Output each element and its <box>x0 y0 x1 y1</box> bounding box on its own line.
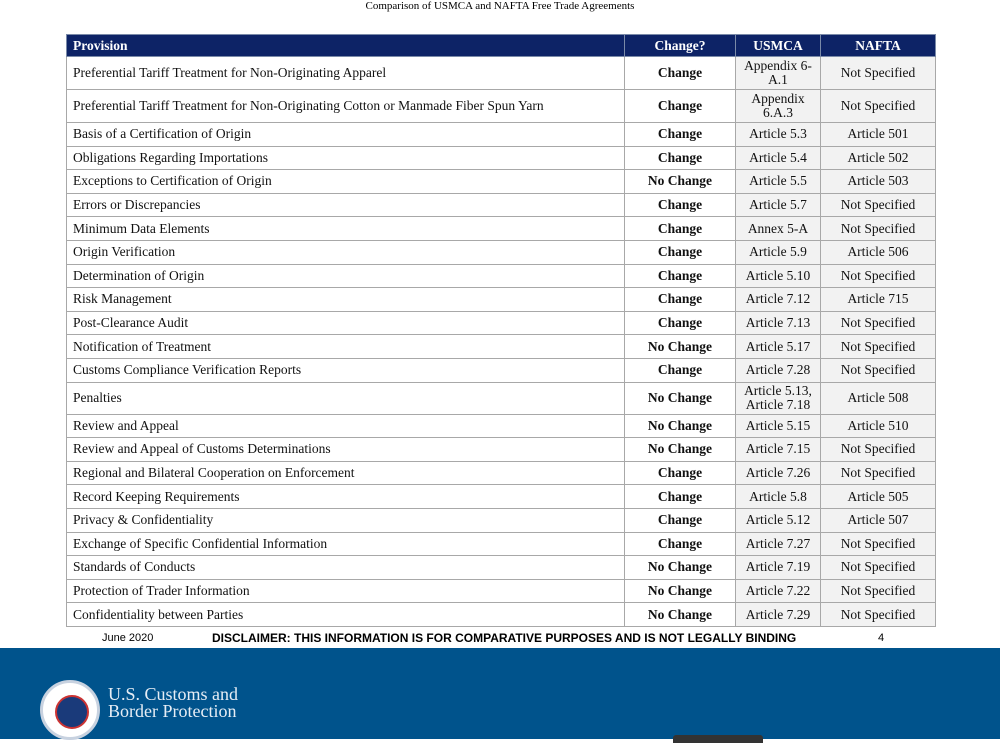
change-cell: Change <box>625 288 736 312</box>
table-row <box>67 485 936 509</box>
nafta-cell: Article 503 <box>821 170 936 194</box>
change-cell: Change <box>625 264 736 288</box>
table-row <box>67 508 936 532</box>
change-cell: Change <box>625 311 736 335</box>
nafta-cell: Article 507 <box>821 508 936 532</box>
change-cell: No Change <box>625 556 736 580</box>
usmca-cell: Article 7.12 <box>736 288 821 312</box>
usmca-cell: Article 7.19 <box>736 556 821 580</box>
document-title: Comparison of USMCA and NAFTA Free Trade Agreements <box>365 0 635 12</box>
table-row <box>67 264 936 288</box>
table-row <box>67 532 936 556</box>
provision-cell: Customs Compliance Verification Reports <box>67 358 625 382</box>
usmca-cell: Article 7.27 <box>736 532 821 556</box>
table-row <box>67 288 936 312</box>
table-row <box>67 579 936 603</box>
comparison-table <box>66 34 936 627</box>
usmca-cell: Article 7.28 <box>736 358 821 382</box>
provision-cell: Record Keeping Requirements <box>67 485 625 509</box>
provision-cell: Privacy & Confidentiality <box>67 508 625 532</box>
change-cell: No Change <box>625 438 736 462</box>
usmca-cell: Article 7.13 <box>736 311 821 335</box>
provision-cell: Determination of Origin <box>67 264 625 288</box>
provision-cell: Risk Management <box>67 288 625 312</box>
table-row <box>67 358 936 382</box>
change-cell: Change <box>625 193 736 217</box>
change-cell: No Change <box>625 603 736 627</box>
provision-cell: Standards of Conducts <box>67 556 625 580</box>
cbp-banner <box>0 648 1000 739</box>
usmca-cell: Appendix 6.A.3 <box>736 90 821 123</box>
nafta-cell: Not Specified <box>821 532 936 556</box>
provision-cell: Exceptions to Certification of Origin <box>67 170 625 194</box>
table-row <box>67 240 936 264</box>
usmca-cell: Article 5.17 <box>736 335 821 359</box>
usmca-cell: Article 5.7 <box>736 193 821 217</box>
provision-cell: Basis of a Certification of Origin <box>67 123 625 147</box>
nafta-cell: Not Specified <box>821 358 936 382</box>
usmca-cell: Appendix 6-A.1 <box>736 57 821 90</box>
provision-cell: Penalties <box>67 382 625 414</box>
change-cell: Change <box>625 508 736 532</box>
provision-cell: Protection of Trader Information <box>67 579 625 603</box>
table-row <box>67 170 936 194</box>
page-footer <box>66 630 936 646</box>
provision-cell: Preferential Tariff Treatment for Non-Originating Cotton or Manmade Fiber Spun Yarn <box>67 90 625 123</box>
change-cell: Change <box>625 240 736 264</box>
table-row <box>67 335 936 359</box>
header-usmca: USMCA <box>736 35 821 57</box>
provision-cell: Notification of Treatment <box>67 335 625 359</box>
footer-date: June 2020 <box>102 632 154 644</box>
usmca-cell: Article 5.15 <box>736 414 821 438</box>
table-row <box>67 603 936 627</box>
change-cell: Change <box>625 57 736 90</box>
table-row <box>67 217 936 241</box>
table-row <box>67 414 936 438</box>
table-row <box>67 556 936 580</box>
provision-cell: Minimum Data Elements <box>67 217 625 241</box>
table-row <box>67 311 936 335</box>
table-row <box>67 461 936 485</box>
change-cell: Change <box>625 532 736 556</box>
change-cell: Change <box>625 358 736 382</box>
nafta-cell: Not Specified <box>821 264 936 288</box>
nafta-cell: Article 501 <box>821 123 936 147</box>
usmca-cell: Article 7.22 <box>736 579 821 603</box>
table-row <box>67 146 936 170</box>
provision-cell: Obligations Regarding Importations <box>67 146 625 170</box>
nafta-cell: Not Specified <box>821 556 936 580</box>
provision-cell: Exchange of Specific Confidential Information <box>67 532 625 556</box>
change-cell: Change <box>625 217 736 241</box>
usmca-cell: Annex 5-A <box>736 217 821 241</box>
usmca-cell: Article 5.10 <box>736 264 821 288</box>
provision-cell: Review and Appeal of Customs Determinations <box>67 438 625 462</box>
header-nafta: NAFTA <box>821 35 936 57</box>
nafta-cell: Not Specified <box>821 579 936 603</box>
nafta-cell: Article 502 <box>821 146 936 170</box>
nafta-cell: Not Specified <box>821 603 936 627</box>
change-cell: No Change <box>625 382 736 414</box>
provision-cell: Origin Verification <box>67 240 625 264</box>
usmca-cell: Article 5.13, Article 7.18 <box>736 382 821 414</box>
nafta-cell: Article 715 <box>821 288 936 312</box>
change-cell: Change <box>625 123 736 147</box>
nafta-cell: Article 510 <box>821 414 936 438</box>
table-row <box>67 90 936 123</box>
table-row <box>67 382 936 414</box>
usmca-cell: Article 7.15 <box>736 438 821 462</box>
nafta-cell: Article 505 <box>821 485 936 509</box>
change-cell: No Change <box>625 335 736 359</box>
page-number: 4 <box>878 632 885 644</box>
provision-cell: Confidentiality between Parties <box>67 603 625 627</box>
footer-disclaimer: DISCLAIMER: THIS INFORMATION IS FOR COMPARATIVE PURPOSES AND IS NOT LEGALLY BINDING <box>212 631 797 645</box>
usmca-cell: Article 5.9 <box>736 240 821 264</box>
nafta-cell: Article 506 <box>821 240 936 264</box>
change-cell: Change <box>625 461 736 485</box>
nafta-cell: Not Specified <box>821 311 936 335</box>
nafta-cell: Not Specified <box>821 438 936 462</box>
table-row <box>67 57 936 90</box>
header-change: Change? <box>625 35 736 57</box>
usmca-cell: Article 5.4 <box>736 146 821 170</box>
table-row <box>67 123 936 147</box>
nafta-cell: Not Specified <box>821 217 936 241</box>
nafta-cell: Article 508 <box>821 382 936 414</box>
viewer-tab[interactable] <box>673 735 763 743</box>
provision-cell: Review and Appeal <box>67 414 625 438</box>
provision-cell: Errors or Discrepancies <box>67 193 625 217</box>
cbp-wordmark <box>108 686 238 720</box>
usmca-cell: Article 7.29 <box>736 603 821 627</box>
nafta-cell: Not Specified <box>821 57 936 90</box>
change-cell: Change <box>625 485 736 509</box>
usmca-cell: Article 5.5 <box>736 170 821 194</box>
change-cell: No Change <box>625 414 736 438</box>
usmca-cell: Article 5.3 <box>736 123 821 147</box>
provision-cell: Post-Clearance Audit <box>67 311 625 335</box>
provision-cell: Regional and Bilateral Cooperation on Enforcement <box>67 461 625 485</box>
dhs-seal-logo <box>40 680 100 740</box>
table-header-row <box>67 35 936 57</box>
change-cell: No Change <box>625 579 736 603</box>
brand-line-2: Border Protection <box>108 701 237 721</box>
usmca-cell: Article 5.8 <box>736 485 821 509</box>
provision-cell: Preferential Tariff Treatment for Non-Originating Apparel <box>67 57 625 90</box>
change-cell: Change <box>625 146 736 170</box>
change-cell: Change <box>625 90 736 123</box>
brand-line-1: U.S. Customs and <box>108 684 239 704</box>
usmca-cell: Article 5.12 <box>736 508 821 532</box>
table-row <box>67 193 936 217</box>
nafta-cell: Not Specified <box>821 193 936 217</box>
header-provision: Provision <box>67 35 625 57</box>
nafta-cell: Not Specified <box>821 90 936 123</box>
table-row <box>67 438 936 462</box>
change-cell: No Change <box>625 170 736 194</box>
nafta-cell: Not Specified <box>821 335 936 359</box>
nafta-cell: Not Specified <box>821 461 936 485</box>
usmca-cell: Article 7.26 <box>736 461 821 485</box>
